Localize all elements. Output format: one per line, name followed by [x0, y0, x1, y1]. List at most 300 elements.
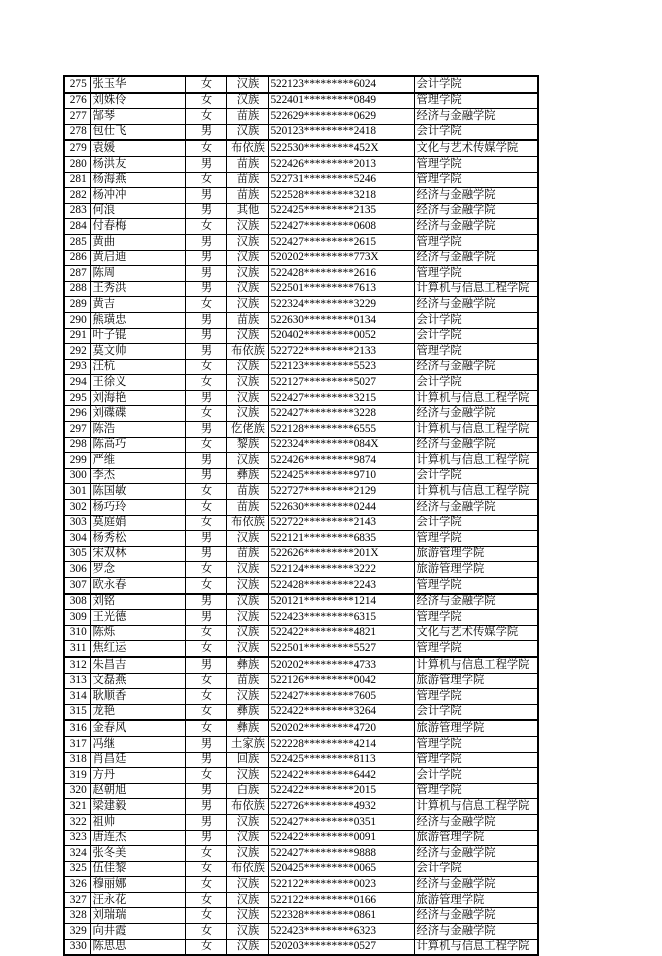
cell-name: 黄启迪	[90, 250, 185, 266]
table-row[interactable]	[64, 266, 538, 282]
cell-id-number: 522422*********0091	[268, 830, 414, 846]
table-row[interactable]	[64, 846, 538, 862]
cell-id-number: 522121*********6835	[268, 531, 414, 547]
cell-ethnicity: 汉族	[226, 328, 268, 344]
cell-id-number: 522427*********7605	[268, 689, 414, 705]
cell-index: 308	[64, 594, 90, 610]
table-row[interactable]	[64, 484, 538, 500]
table-row[interactable]	[64, 799, 538, 815]
cell-id-number: 522427*********0351	[268, 814, 414, 830]
cell-name: 陈高巧	[90, 437, 185, 453]
cell-name: 唐连杰	[90, 830, 185, 846]
cell-id-number: 522626*********201X	[268, 546, 414, 562]
cell-index: 281	[64, 172, 90, 188]
cell-name: 金春风	[90, 720, 185, 736]
table-row[interactable]	[64, 562, 538, 578]
cell-college: 文化与艺术传媒学院	[414, 140, 538, 156]
cell-name: 伍佳黎	[90, 861, 185, 877]
cell-ethnicity: 布依族	[226, 140, 268, 156]
cell-index: 309	[64, 610, 90, 626]
cell-gender: 男	[185, 422, 226, 438]
table-row[interactable]	[64, 736, 538, 752]
cell-index: 315	[64, 704, 90, 720]
cell-ethnicity: 汉族	[226, 531, 268, 547]
cell-college: 经济与金融学院	[414, 297, 538, 313]
cell-index: 299	[64, 453, 90, 469]
cell-college: 经济与金融学院	[414, 846, 538, 862]
cell-ethnicity: 苗族	[226, 156, 268, 172]
cell-index: 307	[64, 578, 90, 594]
cell-college: 经济与金融学院	[414, 437, 538, 453]
cell-name: 赵朝旭	[90, 783, 185, 799]
cell-ethnicity: 汉族	[226, 297, 268, 313]
cell-ethnicity: 苗族	[226, 188, 268, 204]
table-row[interactable]	[64, 594, 538, 610]
table-row[interactable]	[64, 453, 538, 469]
table-row[interactable]	[64, 468, 538, 484]
cell-college: 计算机与信息工程学院	[414, 281, 538, 297]
cell-gender: 男	[185, 531, 226, 547]
cell-ethnicity: 汉族	[226, 562, 268, 578]
cell-index: 310	[64, 625, 90, 641]
cell-name: 陈浩	[90, 422, 185, 438]
cell-college: 管理学院	[414, 689, 538, 705]
cell-name: 王秀洪	[90, 281, 185, 297]
cell-name: 刘铭	[90, 594, 185, 610]
cell-college: 会计学院	[414, 861, 538, 877]
cell-gender: 女	[185, 768, 226, 784]
cell-id-number: 520202*********4733	[268, 657, 414, 673]
cell-name: 方丹	[90, 768, 185, 784]
cell-ethnicity: 汉族	[226, 375, 268, 391]
cell-gender: 女	[185, 484, 226, 500]
table-row[interactable]	[64, 312, 538, 328]
cell-id-number: 522727*********2129	[268, 484, 414, 500]
cell-college: 经济与金融学院	[414, 250, 538, 266]
table-row[interactable]	[64, 861, 538, 877]
cell-ethnicity: 汉族	[226, 814, 268, 830]
cell-index: 301	[64, 484, 90, 500]
cell-ethnicity: 其他	[226, 203, 268, 219]
cell-ethnicity: 苗族	[226, 484, 268, 500]
cell-name: 耿顺香	[90, 689, 185, 705]
table-row[interactable]	[64, 500, 538, 516]
cell-gender: 男	[185, 594, 226, 610]
cell-id-number: 522722*********2133	[268, 344, 414, 360]
cell-id-number: 520121*********1214	[268, 594, 414, 610]
cell-name: 龙艳	[90, 704, 185, 720]
cell-ethnicity: 汉族	[226, 924, 268, 940]
cell-college: 旅游管理学院	[414, 562, 538, 578]
cell-college: 经济与金融学院	[414, 908, 538, 924]
cell-gender: 女	[185, 172, 226, 188]
table-row[interactable]	[64, 515, 538, 531]
cell-ethnicity: 汉族	[226, 594, 268, 610]
cell-gender: 女	[185, 93, 226, 109]
cell-id-number: 522423*********6323	[268, 924, 414, 940]
table-row[interactable]	[64, 689, 538, 705]
cell-gender: 女	[185, 297, 226, 313]
table-row[interactable]	[64, 359, 538, 375]
cell-name: 包仕飞	[90, 124, 185, 140]
cell-index: 278	[64, 124, 90, 140]
cell-index: 326	[64, 877, 90, 893]
cell-college: 管理学院	[414, 93, 538, 109]
cell-name: 张冬美	[90, 846, 185, 862]
cell-name: 陈国敏	[90, 484, 185, 500]
cell-id-number: 520202*********4720	[268, 720, 414, 736]
cell-gender: 男	[185, 266, 226, 282]
cell-ethnicity: 汉族	[226, 908, 268, 924]
cell-ethnicity: 汉族	[226, 266, 268, 282]
table-row[interactable]	[64, 673, 538, 689]
cell-id-number: 520402*********0052	[268, 328, 414, 344]
cell-id-number: 522122*********0023	[268, 877, 414, 893]
cell-name: 罗念	[90, 562, 185, 578]
cell-gender: 男	[185, 468, 226, 484]
cell-id-number: 522401*********0849	[268, 93, 414, 109]
cell-gender: 女	[185, 219, 226, 235]
cell-college: 旅游管理学院	[414, 720, 538, 736]
cell-gender: 女	[185, 406, 226, 422]
table-row[interactable]	[64, 939, 538, 955]
cell-index: 322	[64, 814, 90, 830]
cell-college: 计算机与信息工程学院	[414, 484, 538, 500]
cell-gender: 女	[185, 689, 226, 705]
cell-ethnicity: 汉族	[226, 250, 268, 266]
cell-college: 经济与金融学院	[414, 814, 538, 830]
cell-gender: 男	[185, 281, 226, 297]
cell-college: 管理学院	[414, 266, 538, 282]
cell-college: 管理学院	[414, 172, 538, 188]
cell-ethnicity: 布依族	[226, 344, 268, 360]
cell-ethnicity: 苗族	[226, 109, 268, 125]
cell-ethnicity: 布依族	[226, 515, 268, 531]
cell-gender: 女	[185, 892, 226, 908]
cell-id-number: 522427*********2615	[268, 234, 414, 250]
cell-name: 杨巧玲	[90, 500, 185, 516]
table-row[interactable]	[64, 406, 538, 422]
cell-ethnicity: 汉族	[226, 219, 268, 235]
cell-index: 306	[64, 562, 90, 578]
cell-name: 袁媛	[90, 140, 185, 156]
cell-college: 计算机与信息工程学院	[414, 422, 538, 438]
cell-id-number: 522630*********0134	[268, 312, 414, 328]
cell-index: 287	[64, 266, 90, 282]
cell-name: 叶子锟	[90, 328, 185, 344]
cell-ethnicity: 汉族	[226, 93, 268, 109]
cell-gender: 女	[185, 500, 226, 516]
cell-ethnicity: 布依族	[226, 861, 268, 877]
cell-index: 320	[64, 783, 90, 799]
cell-gender: 男	[185, 156, 226, 172]
cell-ethnicity: 汉族	[226, 892, 268, 908]
cell-ethnicity: 彝族	[226, 720, 268, 736]
cell-index: 298	[64, 437, 90, 453]
cell-index: 282	[64, 188, 90, 204]
cell-ethnicity: 苗族	[226, 673, 268, 689]
cell-name: 李杰	[90, 468, 185, 484]
cell-gender: 女	[185, 939, 226, 955]
table-row[interactable]	[64, 390, 538, 406]
cell-ethnicity: 汉族	[226, 689, 268, 705]
cell-index: 319	[64, 768, 90, 784]
cell-gender: 女	[185, 641, 226, 657]
table-row[interactable]	[64, 76, 538, 93]
table-row[interactable]	[64, 768, 538, 784]
cell-index: 311	[64, 641, 90, 657]
cell-index: 317	[64, 736, 90, 752]
cell-name: 黄吉	[90, 297, 185, 313]
table-row[interactable]	[64, 297, 538, 313]
cell-index: 283	[64, 203, 90, 219]
table-row[interactable]	[64, 140, 538, 156]
cell-name: 何浪	[90, 203, 185, 219]
cell-index: 293	[64, 359, 90, 375]
cell-index: 296	[64, 406, 90, 422]
cell-id-number: 522127*********5027	[268, 375, 414, 391]
cell-ethnicity: 白族	[226, 783, 268, 799]
cell-id-number: 522630*********0244	[268, 500, 414, 516]
cell-name: 穆丽娜	[90, 877, 185, 893]
cell-name: 杨洪友	[90, 156, 185, 172]
cell-college: 会计学院	[414, 468, 538, 484]
cell-gender: 女	[185, 625, 226, 641]
table-row[interactable]	[64, 328, 538, 344]
cell-id-number: 520202*********773X	[268, 250, 414, 266]
cell-index: 316	[64, 720, 90, 736]
cell-college: 计算机与信息工程学院	[414, 453, 538, 469]
table-row[interactable]	[64, 892, 538, 908]
cell-gender: 女	[185, 720, 226, 736]
cell-name: 莫庭娟	[90, 515, 185, 531]
cell-index: 288	[64, 281, 90, 297]
table-row[interactable]	[64, 344, 538, 360]
cell-index: 294	[64, 375, 90, 391]
cell-ethnicity: 彝族	[226, 657, 268, 673]
table-row[interactable]	[64, 375, 538, 391]
table-row[interactable]	[64, 188, 538, 204]
cell-name: 陈烁	[90, 625, 185, 641]
table-row[interactable]	[64, 877, 538, 893]
cell-college: 管理学院	[414, 610, 538, 626]
cell-index: 323	[64, 830, 90, 846]
cell-ethnicity: 汉族	[226, 453, 268, 469]
cell-college: 管理学院	[414, 752, 538, 768]
cell-college: 经济与金融学院	[414, 924, 538, 940]
cell-ethnicity: 汉族	[226, 939, 268, 955]
cell-gender: 男	[185, 799, 226, 815]
table-row[interactable]	[64, 250, 538, 266]
cell-id-number: 520425*********0065	[268, 861, 414, 877]
cell-gender: 女	[185, 846, 226, 862]
cell-gender: 女	[185, 562, 226, 578]
cell-gender: 男	[185, 783, 226, 799]
table-row[interactable]	[64, 219, 538, 235]
cell-index: 314	[64, 689, 90, 705]
cell-index: 321	[64, 799, 90, 815]
cell-gender: 男	[185, 736, 226, 752]
cell-college: 会计学院	[414, 704, 538, 720]
cell-index: 312	[64, 657, 90, 673]
cell-id-number: 522422*********2015	[268, 783, 414, 799]
table-row[interactable]	[64, 783, 538, 799]
cell-college: 经济与金融学院	[414, 203, 538, 219]
cell-name: 文磊燕	[90, 673, 185, 689]
table-row[interactable]	[64, 625, 538, 641]
cell-college: 旅游管理学院	[414, 892, 538, 908]
cell-college: 经济与金融学院	[414, 406, 538, 422]
cell-ethnicity: 苗族	[226, 500, 268, 516]
cell-name: 欧永春	[90, 578, 185, 594]
cell-name: 汪永花	[90, 892, 185, 908]
cell-gender: 男	[185, 610, 226, 626]
cell-gender: 男	[185, 814, 226, 830]
cell-index: 313	[64, 673, 90, 689]
cell-index: 280	[64, 156, 90, 172]
cell-gender: 女	[185, 359, 226, 375]
cell-name: 刘海艳	[90, 390, 185, 406]
cell-id-number: 522722*********2143	[268, 515, 414, 531]
cell-ethnicity: 汉族	[226, 877, 268, 893]
cell-college: 旅游管理学院	[414, 673, 538, 689]
cell-gender: 男	[185, 657, 226, 673]
cell-name: 杨冲冲	[90, 188, 185, 204]
cell-college: 会计学院	[414, 768, 538, 784]
cell-college: 管理学院	[414, 783, 538, 799]
cell-name: 张玉华	[90, 76, 185, 93]
table-row[interactable]	[64, 752, 538, 768]
cell-id-number: 522422*********6442	[268, 768, 414, 784]
table-row[interactable]	[64, 124, 538, 140]
cell-name: 陈思思	[90, 939, 185, 955]
cell-college: 管理学院	[414, 736, 538, 752]
cell-gender: 女	[185, 76, 226, 93]
cell-name: 黄曲	[90, 234, 185, 250]
cell-ethnicity: 苗族	[226, 312, 268, 328]
cell-college: 计算机与信息工程学院	[414, 939, 538, 955]
cell-index: 325	[64, 861, 90, 877]
table-row[interactable]	[64, 203, 538, 219]
table-row[interactable]	[64, 641, 538, 657]
table-row[interactable]	[64, 657, 538, 673]
table-row[interactable]	[64, 281, 538, 297]
cell-ethnicity: 汉族	[226, 641, 268, 657]
cell-gender: 女	[185, 861, 226, 877]
cell-ethnicity: 汉族	[226, 406, 268, 422]
cell-gender: 男	[185, 344, 226, 360]
cell-ethnicity: 仡佬族	[226, 422, 268, 438]
cell-name: 王光德	[90, 610, 185, 626]
cell-gender: 女	[185, 924, 226, 940]
cell-ethnicity: 汉族	[226, 846, 268, 862]
cell-id-number: 522126*********0042	[268, 673, 414, 689]
table-row[interactable]	[64, 814, 538, 830]
cell-index: 292	[64, 344, 90, 360]
cell-index: 276	[64, 93, 90, 109]
cell-index: 291	[64, 328, 90, 344]
table-row[interactable]	[64, 156, 538, 172]
cell-gender: 女	[185, 437, 226, 453]
cell-name: 熊璜忠	[90, 312, 185, 328]
cell-ethnicity: 汉族	[226, 76, 268, 93]
cell-name: 陈周	[90, 266, 185, 282]
cell-id-number: 522427*********0608	[268, 219, 414, 235]
cell-college: 管理学院	[414, 578, 538, 594]
cell-name: 杨秀松	[90, 531, 185, 547]
cell-id-number: 522124*********3222	[268, 562, 414, 578]
cell-id-number: 522425*********8113	[268, 752, 414, 768]
cell-id-number: 522530*********452X	[268, 140, 414, 156]
table-row[interactable]	[64, 830, 538, 846]
cell-college: 旅游管理学院	[414, 830, 538, 846]
cell-name: 刘瑞瑞	[90, 908, 185, 924]
cell-name: 向井霞	[90, 924, 185, 940]
table-row[interactable]	[64, 109, 538, 125]
cell-gender: 女	[185, 515, 226, 531]
cell-id-number: 522228*********4214	[268, 736, 414, 752]
cell-college: 管理学院	[414, 156, 538, 172]
cell-gender: 女	[185, 704, 226, 720]
cell-ethnicity: 土家族	[226, 736, 268, 752]
table-row[interactable]	[64, 93, 538, 109]
cell-college: 经济与金融学院	[414, 188, 538, 204]
table-row[interactable]	[64, 908, 538, 924]
table-row[interactable]	[64, 578, 538, 594]
cell-name: 焦红运	[90, 641, 185, 657]
cell-id-number: 522427*********3228	[268, 406, 414, 422]
table-row[interactable]	[64, 437, 538, 453]
cell-ethnicity: 汉族	[226, 625, 268, 641]
cell-index: 302	[64, 500, 90, 516]
cell-ethnicity: 苗族	[226, 546, 268, 562]
cell-college: 经济与金融学院	[414, 500, 538, 516]
cell-index: 300	[64, 468, 90, 484]
table-row[interactable]	[64, 531, 538, 547]
cell-id-number: 522328*********0861	[268, 908, 414, 924]
roster-body	[64, 76, 538, 955]
table-row[interactable]	[64, 704, 538, 720]
table-row[interactable]	[64, 546, 538, 562]
cell-index: 275	[64, 76, 90, 93]
cell-index: 327	[64, 892, 90, 908]
table-row[interactable]	[64, 924, 538, 940]
table-row[interactable]	[64, 422, 538, 438]
cell-index: 289	[64, 297, 90, 313]
cell-index: 305	[64, 546, 90, 562]
cell-college: 经济与金融学院	[414, 594, 538, 610]
cell-ethnicity: 汉族	[226, 281, 268, 297]
cell-ethnicity: 汉族	[226, 830, 268, 846]
cell-college: 会计学院	[414, 76, 538, 93]
cell-college: 管理学院	[414, 234, 538, 250]
table-row[interactable]	[64, 172, 538, 188]
cell-gender: 女	[185, 140, 226, 156]
cell-ethnicity: 苗族	[226, 172, 268, 188]
cell-ethnicity: 汉族	[226, 390, 268, 406]
table-row[interactable]	[64, 720, 538, 736]
cell-name: 祖帅	[90, 814, 185, 830]
cell-ethnicity: 布依族	[226, 799, 268, 815]
cell-college: 管理学院	[414, 641, 538, 657]
table-row[interactable]	[64, 234, 538, 250]
cell-ethnicity: 汉族	[226, 578, 268, 594]
cell-id-number: 520123*********2418	[268, 124, 414, 140]
cell-college: 文化与艺术传媒学院	[414, 625, 538, 641]
cell-id-number: 522128*********6555	[268, 422, 414, 438]
cell-index: 295	[64, 390, 90, 406]
table-row[interactable]	[64, 610, 538, 626]
